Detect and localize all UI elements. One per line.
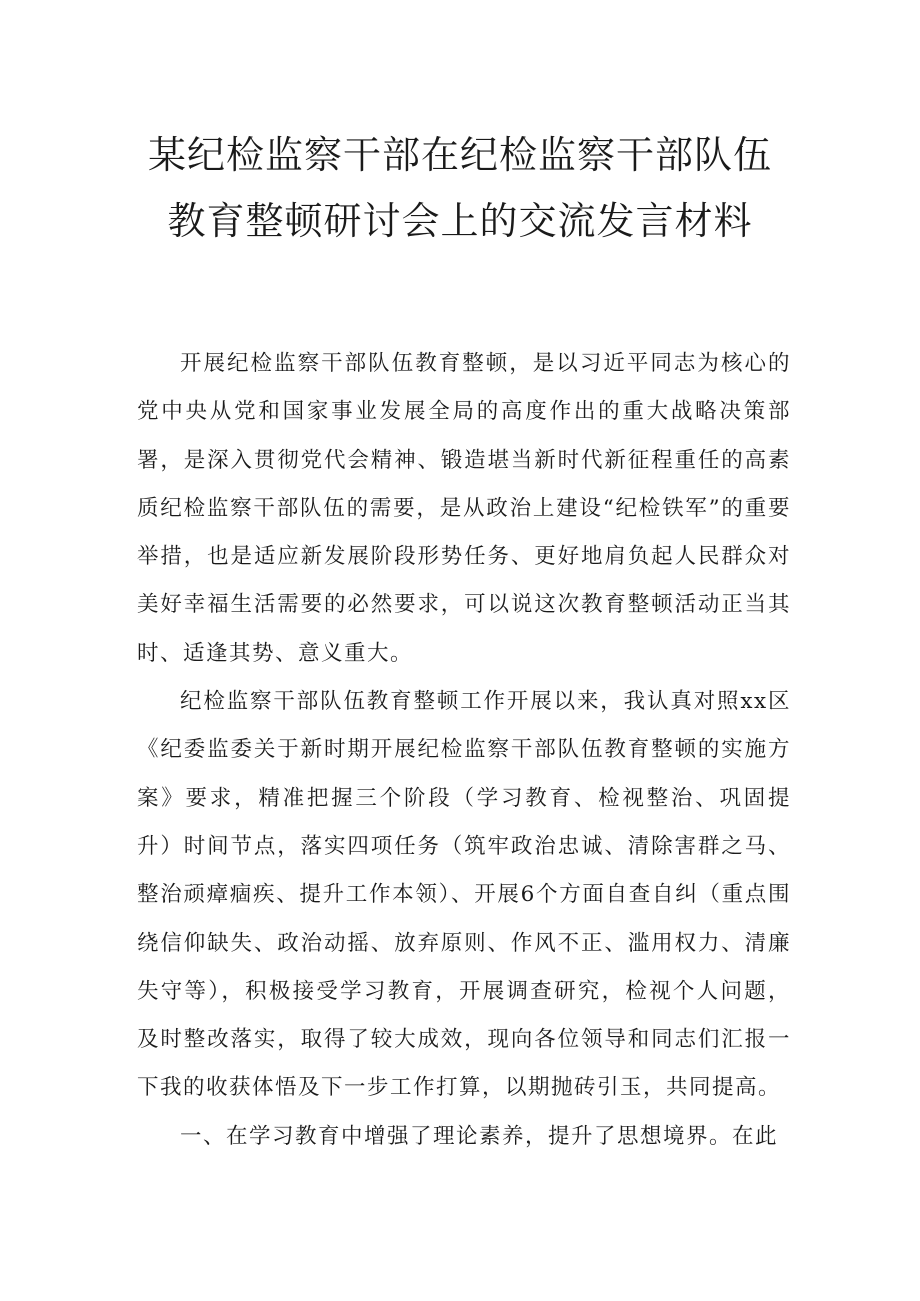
document-title: 某纪检监察干部在纪检监察干部队伍教育整顿研讨会上的交流发言材料 — [147, 133, 772, 243]
paragraph-work-summary: 纪检监察干部队伍教育整顿工作开展以来，我认真对照xx区《纪委监委关于新时期开展纪检监察干部队伍教育整顿的实施方案》要求，精准把握三个阶段（学习教育、检视整治、巩固提升）时间节点，落实四项任务（筑牢政治忠诚、清除害群之马、整治顽瘴痼疾、提升工作本领）、开展6个方面自查自纠（重点围绕信仰缺失、政治动摇、放弃原则、作风不正、滥用权力、清廉失守等），积极接受学习教育，开展调查研究，检视个人问题，及时整改落实，取得了较大成效，现向各位领导和同志们汇报一下我的收获体悟及下一步工作打算，以期抛砖引玉，共同提高。 — [137, 689, 791, 1101]
paragraph-intro: 开展纪检监察干部队伍教育整顿，是以习近平同志为核心的党中央从党和国家事业发展全局的高度作出的重大战略决策部署，是深入贯彻党代会精神、锻造堪当新时代新征程重任的高素质纪检监察干部队伍的需要，是从政治上建设“纪检铁军”的重要举措，也是适应新发展阶段形势任务、更好地肩负起人民群众对美好幸福生活需要的必然要求，可以说这次教育整顿活动正当其时、适逢其势、意义重大。 — [137, 351, 791, 666]
paragraph-section-one: 一、在学习教育中增强了理论素养，提升了思想境界。在此 — [180, 1123, 779, 1149]
document-body — [137, 340, 791, 1161]
